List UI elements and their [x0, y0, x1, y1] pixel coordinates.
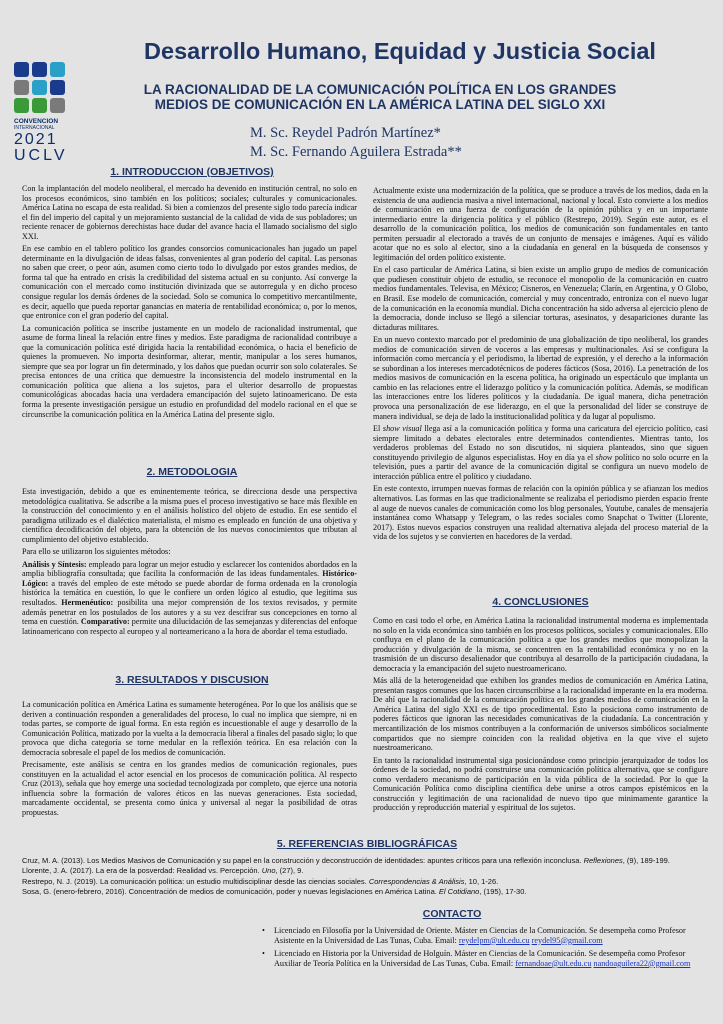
- email-link[interactable]: fernandoae@ult.edu.cu: [515, 958, 592, 968]
- resultados-paragraph: La comunicación política en América Latina es sumamente heterogénea. Por lo que los análisis que se deriven a continuación responden a generalidades del proceso, lo cual no implica que siempre, ni en todas partes, se comporte de igual forma. En esta región es incuestionable el auge y desarrollo de la Comunicación Política, matizado por la vuelta a la democracia liberal a finales del pasado siglo; lo que provoca que dicha categoría se torne medular en la reflexión teórica. En esa relación con la democracia sobresale el papel de los medios de comunicación.: [22, 700, 357, 757]
- metodo-name: Hermenéutico:: [61, 598, 114, 608]
- right-paragraph: Actualmente existe una modernización de la política, que se produce a través de los medios, dada en la existencia de una audiencia masiva a nivel internacional, nacional y local. Esto convierte a los medios de comunicación en una fuerza de configuración de la opinión pública y en un importante intermediario entre la dirigencia política y el público (Restrepo, 2019). Según este autor, es el desarrollo de la comunicación política, los medios de comunicación son fundamentales en tanto permiten persuadir al electorado a través de un conjunto de mensajes e imágenes. Aquí es válido acotar que no es solo al elector, sino a la ciudadanía en general en la búsqueda de consensos y legitimación del orden político existente.: [373, 186, 708, 262]
- logo-square: [32, 62, 47, 77]
- conclusiones-paragraph: Como en casi todo el orbe, en América Latina la racionalidad instrumental moderna es implementada no solo en la vida económica sino también en los procesos políticos, sociales y comunicacionales. Ello confluya en el plano de la comunicación política a que los grandes medios que monopolizan la producción y divulgación de la misma, se concentren en la rentabilidad económica y no en la trasmisión de un discurso desalienador que contribuya al desarrollo de la participación ciudadana, la democracia y la emancipación del sujeto nuestroamericano.: [373, 616, 708, 673]
- resultados-paragraph: Precisamente, este análisis se centra en los grandes medios de comunicación regionales, pues constituyen en la actualidad el actor esencial en los procesos de comunicación política. Al respecto Cruz (2013), señala que hoy emerge una sociedad tecnologizada por completo, que ejerce una notoria influencia sobre la formación de valores éticos en las nuevas generaciones. Esta sociedad, marcadamente occidental, se presenta como única y universal al negar la posibilidad de otras propuestas.: [22, 760, 357, 818]
- logo-uclv: UCLV: [14, 147, 68, 164]
- text-span: , (27), 9.: [275, 866, 304, 876]
- right-column-body: [373, 186, 708, 545]
- authors: [250, 124, 550, 162]
- section-title-contacto: CONTACTO: [422, 908, 482, 920]
- contact-text: Licenciado en Filosofía por la Universidad de Oriente. Máster en Ciencias de la Comunicación. Se desempeña como Profesor Asistente en la Universidad de Las Tunas, Cuba. Email:: [274, 926, 686, 945]
- logo-squares: [14, 62, 70, 113]
- logo-square: [14, 98, 29, 113]
- text-emphasis: El Cotidiano: [438, 887, 480, 897]
- section-title-metodologia: 2. METODOLOGIA: [146, 466, 238, 478]
- right-paragraph: En un nuevo contexto marcado por el predominio de una globalización de tipo neoliberal, los grandes medios de comunicación sirven de voceros a las empresas y multinacionales. Así se configura la información como mercancía y el periodismo, la libertad de expresión, y el derecho a la información se subordinan a los intereses mercadotécnicos de poderes fácticos (Sosa, 2016). La penetración de los medios masivos de comunicación en la escena política, ha originado un espectáculo que implanta un cambio en las relaciones entre el liderazgo político y la comunicación política. Además, se modifican las interacciones entre los líderes políticos y la ciudadanía. De igual manera, dicha penetración provoca una personalización de ese liderazgo, en el que la personalidad del líder se construye de manera individual, se deja de lado la institucionalidad política y da lugar al populismo.: [373, 335, 708, 421]
- convention-logo: [14, 62, 70, 164]
- logo-square: [32, 80, 47, 95]
- contact-item: [262, 926, 712, 945]
- email-link[interactable]: reydelpm@ult.edu.cu: [458, 935, 530, 945]
- text-span: , (195), 17-30.: [479, 887, 527, 897]
- text-emphasis: show: [595, 452, 613, 462]
- metodo-text: permite una dilucidación de las semejanzas y diferencias del enfoque latinoamericano con respecto al europeo y al norteamericano a la hora de abordar el tema estudiado.: [22, 617, 357, 636]
- intro-paragraph: La comunicación política se inscribe justamente en un modelo de racionalidad instrumental, que asume de forma lineal la relación entre fines y medios. Este paradigma de racionalidad contribuye a que la comunicación política esté dirigida hacia la rentabilidad económica, o hacia el beneficio de quienes la promueven. No importa desinformar, alterar, mentir, manipular a los seres humanos, siempre que sea por lograr un fin determinado, y los daños que puedan ocurrir son solo colaterales. Se precisa entonces de una crítica que demuestre la inconsistencia del modelo instrumental en la comunicación política que aliena a los sujetos, para el ulterior desarrollo de propuestas comunicológicas abocadas hacia una verdadera emancipación del sujeto latinoamericano. De esta forma la presente investigación persigue un estudio en profundidad del modelo racional en el que se circunscribe la comunicación política en la América Latina del presente siglo.: [22, 323, 357, 419]
- section-title-introduccion: 1. INTRODUCCION (OBJETIVOS): [110, 166, 274, 178]
- reference-item: [22, 856, 712, 866]
- logo-square: [50, 62, 65, 77]
- logo-square: [50, 80, 65, 95]
- metodo-text: posibilita una mejor comprensión de los textos revisados, y permite además penetrar en los postulados de los autores y a su vez descifrar sus concepciones en torno al tema en cuestión.: [22, 598, 357, 627]
- metodologia-body: [22, 487, 357, 639]
- logo-square: [32, 98, 47, 113]
- author-2: M. Sc. Fernando Aguilera Estrada**: [250, 144, 462, 160]
- logo-text-convencion: CONVENCION: [14, 118, 59, 125]
- text-emphasis: Uno: [261, 866, 276, 876]
- resultados-body: [22, 700, 357, 821]
- right-paragraph: [373, 424, 708, 481]
- metodo-text: empleado para lograr un mejor estudio y esclarecer los contenidos abordados en la amplia bibliografía consultada; que facilita la conformación de las ideas fundamentales.: [22, 559, 357, 579]
- text-span: El: [373, 424, 383, 434]
- text-span: Sosa, G. (enero-febrero, 2016). Concentración de medios de comunicación, poder y nuevas legislaciones en América Latina.: [22, 887, 439, 897]
- logo-year: 2021: [14, 131, 58, 148]
- poster-title: Desarrollo Humano, Equidad y Justicia Social: [144, 38, 656, 64]
- contact-text: Licenciado en Historia por la Universidad de Holguín. Máster en Ciencias de la Comunicación. Se desempeña como Profesor Auxiliar de Teoría Política en la Universidad de Las Tunas, Cuba. Email:: [274, 949, 686, 968]
- metodo-name: Comparativo:: [80, 617, 130, 627]
- reference-item: [22, 866, 712, 876]
- paper-title-line2: MEDIOS DE COMUNICACIÓN EN LA AMÉRICA LATINA DEL SIGLO XXI: [154, 97, 606, 112]
- text-span: Llorente, J. A. (2017). La era de la posverdad: Realidad vs. Percepción.: [22, 866, 262, 876]
- text-span: Cruz, M. A. (2013). Los Medios Masivos de Comunicación y su papel en la construcción y deconstrucción de identidades: apuntes críticos para una reflexión inconclusa.: [22, 856, 584, 865]
- text-span: político no solo ocurre en la televisión, pues a partir del avance de la comunicación digital se configura un nuevo modelo de interacción pública entre el político y ciudadano.: [373, 452, 708, 481]
- email-link[interactable]: nandoaguilera22@gmail.com: [593, 958, 691, 968]
- right-paragraph: En el caso particular de América Latina, si bien existe un amplio grupo de medios de comunicación que pudiesen constituir objeto de estudio, se reconoce el monopolio de la comunicación en cuatro medios fundamentales. Televisa, en México; Cisneros, en Venezuela; Clarín, en Argentina, y O Globo, en Brasil. Ese modelo de comunicación, comercial y muy concentrado, entroniza con el nuevo lugar de la comunicación en la economía mundial. Dicha concentración ha sido adversa al ejercicio pleno de la democracia, donde incluso se llegó a silenciar torturas, asesinatos, y desapariciones durante las dictaduras militares.: [373, 265, 708, 332]
- conclusiones-paragraph: En tanto la racionalidad instrumental siga posicionándose como principio jerarquizador de todos los órdenes de la sociedad, no podrá construirse una comunicación política alternativa, que se configure como verdadero mecanismo de participación en la vida pública de la sociedad. Por lo que la Comunicación Política como disciplina científica debe unirse a otros campos epistémicos en la construcción y legitimación de una racionalidad de nuevo tipo que minimamente garantice la producción y reproducción material y espiritual de los sujetos.: [373, 755, 708, 813]
- paper-title-line1: LA RACIONALIDAD DE LA COMUNICACIÓN POLÍTICA EN LOS GRANDES: [143, 82, 617, 97]
- section-title-resultados: 3. RESULTADOS Y DISCUSION: [115, 674, 269, 686]
- logo-square: [50, 98, 65, 113]
- text-span: Restrepo, N. J. (2019). La comunicación política: un estudio multidisciplinar desde las ciencias sociales.: [22, 876, 369, 886]
- logo-square: [14, 62, 29, 77]
- intro-paragraph: En ese cambio en el tablero político los grandes consorcios comunicacionales han jugado un papel determinante en la divulgación de ideas falsas, convenientes al gran poderío del capital. Las personas no saben que creer, o peor aún, asumen como cierto todo lo divulgado por estos grandes medios, de forma tal que ha entrado en crisis la credibilidad del sistema actual en su conjunto. Así converge la comunicación con el mercado como institución divinizada que se autorregula y en dicho proceso consigue regular los demás órdenes de la sociedad. Solo se comunica lo competitivo mercantilmente, es decir, aquello que pueda reportar ganancias en materia de rentabilidad económica; o, por lo menos, que entronice con el gran poderío del capital.: [22, 244, 357, 321]
- text-emphasis: Reflexiones: [583, 856, 623, 865]
- text-span: , (9), 189-199.: [622, 856, 670, 865]
- logo-text-internacional: INTERNACIONAL: [14, 125, 55, 131]
- text-span: , 10, 1-26.: [464, 876, 499, 886]
- right-paragraph: En este contexto, irrumpen nuevas formas de relación con la opinión pública y se afianzan los medios alternativos. Las formas en las que tradicionalmente se realizaba el periodismo pierden espacio frente al auge de nuevos canales de comunicación como los blog personales, Youtube, canales de mensajería instantánea como Whatsapp y Telegram, o las redes sociales como Snapchat o Twitter (Llorente, 2017). Estos nuevos espacios construyen una realidad alternativa alejada del proceso material de la vida de los sujetos y se convierten en hacedores de la verdad.: [373, 484, 708, 542]
- text-emphasis: show visual: [382, 424, 422, 434]
- text-emphasis: Correspondencias & Análisis: [368, 876, 465, 886]
- metodo-name: Análisis y Síntesis:: [22, 559, 87, 569]
- metodologia-intro-line: Para ello se utilizaron los siguientes métodos:: [22, 547, 171, 557]
- text-span: llega así a la comunicación política y forma una caricatura del ejercicio político, casi siempre limitado a debates electorales entre determinados contendientes. Mientras tanto, los verdaderos problemas del Estado no son discutidos, ni siquiera planteados, sino que siguen constituyendo privilegio de algunos especialistas. Hoy en día ya el: [373, 424, 708, 462]
- author-1: M. Sc. Reydel Padrón Martínez*: [250, 125, 441, 141]
- conclusiones-body: [373, 616, 708, 816]
- contact-item: [262, 949, 712, 968]
- metodos-paragraph: [22, 560, 357, 636]
- conclusiones-paragraph: Más allá de la heterogeneidad que exhiben los grandes medios de comunicación en América Latina, presentan rasgos comunes que los hacen circunscribirse a la racionalidad imperante en la era moderna. De ahí que la racionalidad de la comunicación política en los grandes medios de comunicación en la América Latina del siglo XXI es de tipo procedimental. Esto la posiciona como instrumento de poderes fácticos que ignoran las necesidades comunicativas de la ciudadanía. La concentración y mercantilización de los mismos contribuyen a la conformación de universos simbólicos socialmente compartidos que no siempre coinciden con la realidad objetiva en la que vive el sujeto nuestroamericano.: [373, 676, 708, 753]
- references-list: [22, 856, 712, 898]
- contact-list: [262, 926, 712, 972]
- metodologia-paragraph: Esta investigación, debido a que es eminentemente teórica, se direcciona desde una perspectiva metodológica cualitativa. Se adscribe a la misma pues el proceso investigativo se hace más flexible en la construcción del conocimiento y en el análisis holístico del objeto de estudio. En ese sentido el paradigma utilizado es el dialéctico materialista, el mismo es empleado en función de una objetiva y científica decodificación del objeto, para la obtención de los nuevos conocimientos que tributan al cumplimiento del objetivo establecido.: [22, 487, 357, 544]
- email-link[interactable]: reydel95@gmail.com: [531, 935, 603, 945]
- reference-item: [22, 877, 712, 887]
- reference-item: [22, 887, 712, 897]
- intro-paragraph: Con la implantación del modelo neoliberal, el mercado ha devenido en institución central, no solo en los procesos económicos, sino también en los políticos; sociales; culturales y comunicacionales. América Latina no escapa de esta realidad. Si bien a comienzos del presente siglo todo parecía indicar el fin del imperio del capital y un mejoramiento sustancial de la calidad de vida de sus pobladores; un reciente renacer de gobiernos derechistas hace dudar del avance hacia el llamado socialismo del siglo XXI.: [22, 184, 357, 241]
- section-title-referencias: 5. REFERENCIAS BIBLIOGRÁFICAS: [276, 838, 458, 850]
- metodo-name: Histórico-Lógico:: [22, 569, 357, 588]
- logo-square: [14, 80, 29, 95]
- metodo-text: a través del empleo de este método se puede abordar de forma ordenada en la cronología histórica la temática en cuestión, lo que le confiere un orden lógico al estudio, que legitima sus resultados.: [22, 578, 357, 608]
- introduccion-body: [22, 184, 357, 422]
- section-title-conclusiones: 4. CONCLUSIONES: [492, 596, 589, 608]
- paper-title: [100, 82, 660, 112]
